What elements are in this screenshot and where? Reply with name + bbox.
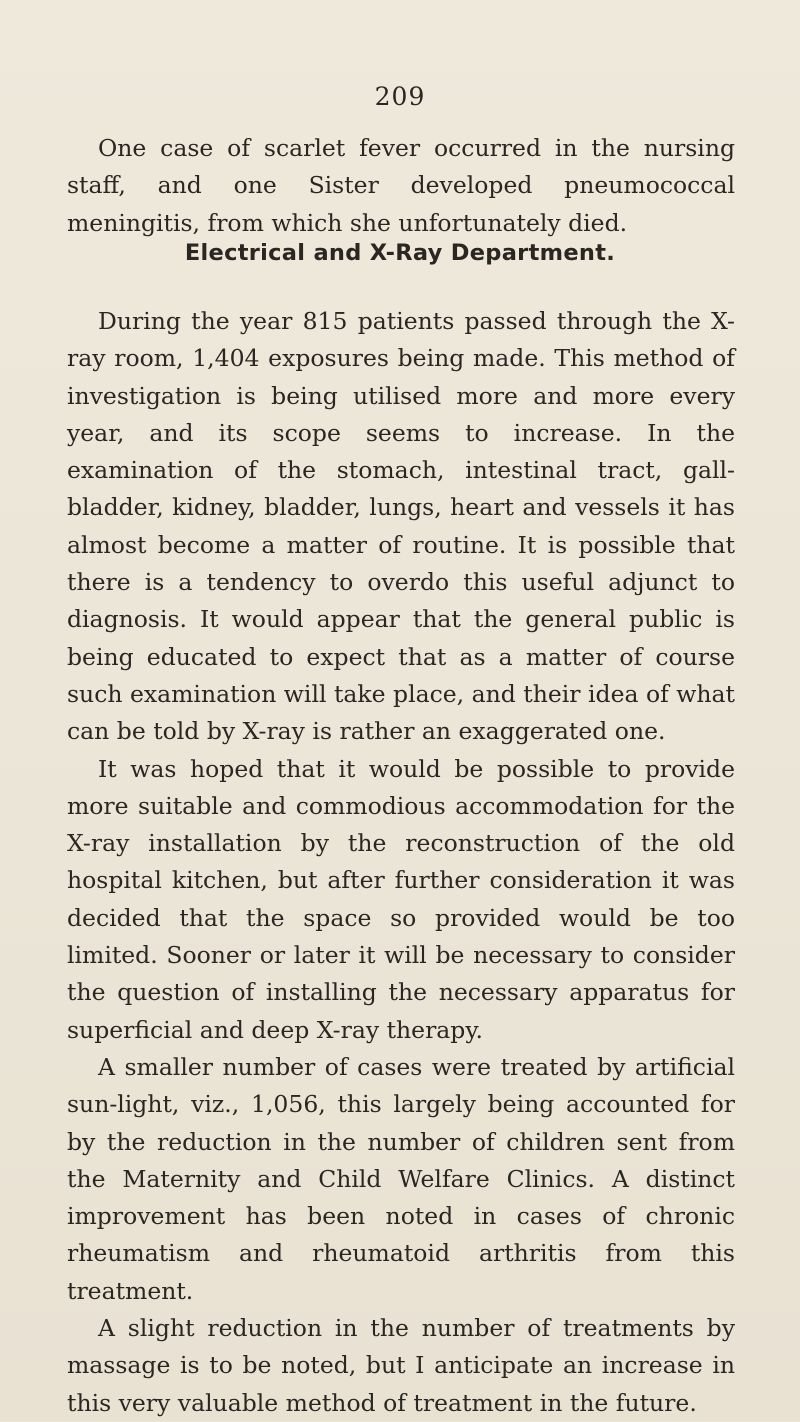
paragraph-massage: A slight reduction in the number of treatments by massage is to be noted, but I anticipate an increase in this very valuable method of treatment in the future. [67,1314,735,1417]
paragraph-xray-patients: During the year 815 patients passed through the X-ray room, 1,404 exposures being made. This method of investigation is being utilised more and more every year, and its scope seems to increase. In the examination of the stomach, intestinal tract, gall-bladder, kidney, bladder, lungs, heart and vessels it has almost become a matter of routine. It is possible that there is a tendency to overdo this useful adjunct to diagnosis. It would appear that the general public is being educated to expect that as a matter of course such examination will take place, and their idea of what can be told by X-ray is rather an exaggerated one. [67,307,735,746]
paragraph-accommodation: It was hoped that it would be possible to provide more suitable and commodious accommodation for the X-ray installation by the reconstruction of the old hospital kitchen, but after further consideration it was decided that the space so provided would be too limited. Sooner or later it will be necessary to consider the question of installing the necessary apparatus for superficial and deep X-ray therapy. [67,754,735,1044]
paragraph-sunlight: A smaller number of cases were treated by artificial sun-light, viz., 1,056, this largely being accounted for by the reduction in the number of children sent from the Maternity and Child Welfare Clinics. A distinct improvement has been noted in cases of chronic rheumatism and rheumatoid arthritis from this treatment. [67,1052,735,1305]
section-heading: Electrical and X-Ray Department. [184,240,616,266]
intro-paragraph: One case of scarlet fever occurred in the nursing staff, and one Sister developed pneumococcal meningitis, from which she unfortunately died. [67,134,735,237]
page-number: 209 [374,82,426,111]
section-body [67,303,735,1422]
intro-paragraph-block [67,130,735,242]
